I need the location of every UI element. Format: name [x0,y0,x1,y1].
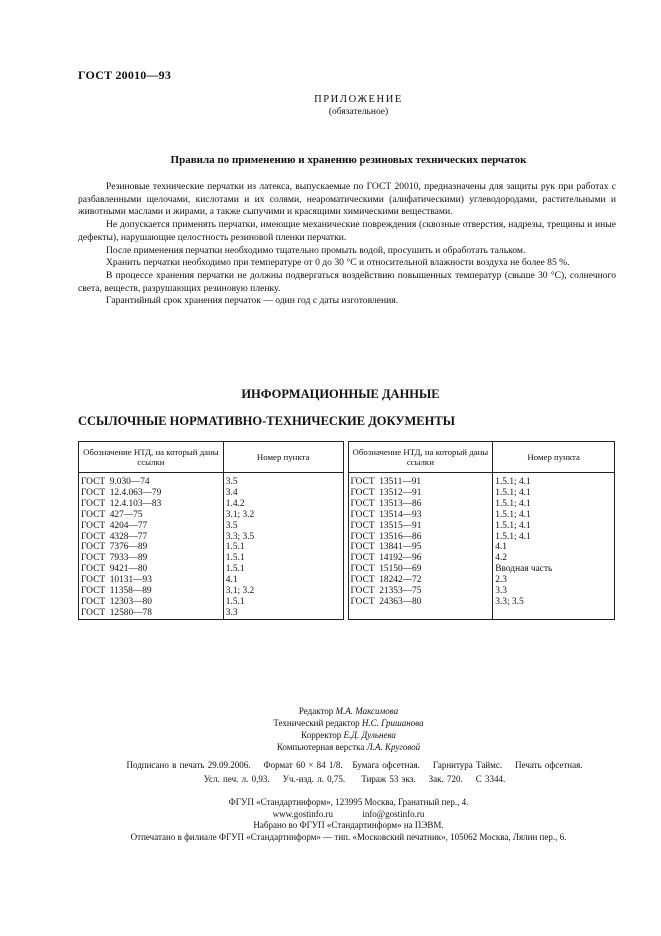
paragraph: Не допускается применять перчатки, имеющие механические повреждения (сквозные отверстия, надрезы, трещины и иные дефекты), нарушающие целостность резиновой пленки перчатки. [78,219,616,243]
typeset-note: Набрано во ФГУП «Стандартинформ» на ПЭВМ. [253,820,444,831]
credit-layout: Компьютерная верстка Л.А. Круговой [276,742,421,752]
header-doc-left: Обозначение НТД, на который даны ссылки [79,442,224,473]
right-doc-cell: ГОСТ 14192—96 [348,553,493,564]
table-row [79,488,615,499]
table-row [79,553,615,564]
left-item-cell: 1.5.1 [223,597,343,608]
right-doc-cell: ГОСТ 13841—95 [348,542,493,553]
paragraph: Хранить перчатки необходимо при температуре от 0 до 30 °С и относительной влажности воздуха не более 85 %. [106,257,570,269]
left-doc-cell: ГОСТ 7933—89 [79,553,224,564]
table-row [79,521,615,532]
left-item-cell: 3.5 [223,521,343,532]
right-doc-cell: ГОСТ 21353—75 [348,586,493,597]
left-doc-cell: ГОСТ 427—75 [79,510,224,521]
right-doc-cell: ГОСТ 24363—80 [348,597,493,608]
left-doc-cell: ГОСТ 9.030—74 [79,473,224,488]
left-item-cell: 3.3 [223,608,343,619]
table-row [79,564,615,575]
header-doc-right: Обозначение НТД, на который даны ссылки [348,442,493,473]
table-row [79,473,615,488]
left-item-cell: 3.4 [223,488,343,499]
header-item-right: Номер пункта [493,442,615,473]
print-info-line-2: Усл. печ. л. 0,93. Уч.-изд. л. 0,75. Тираж 53 экз. Зак. 720. С 3344. [203,774,506,784]
info-title: ИНФОРМАЦИОННЫЕ ДАННЫЕ [241,387,440,401]
printed-note: Отпечатано в филиале ФГУП «Стандартинформ» — тип. «Московский печатник», 105062 Москва, Лялин пер., 6. [130,831,567,842]
right-item-cell: 4.1 [493,542,615,553]
left-item-cell: 1.5.1 [223,553,343,564]
credit-editor: Редактор М.А. Максимова [298,706,399,716]
publisher-web-link[interactable]: www.gostinfo.ru [272,808,334,819]
credits [0,705,661,753]
paragraph: В процессе хранения перчатки не должны подвергаться воздействию повышенных температур (свыше 30 °С), солнечного света, веществ, разрушающих резиновую пленку. [78,269,616,294]
references-table [78,441,615,620]
right-doc-cell: ГОСТ 13511—91 [348,473,493,488]
credit-corrector: Корректор Е.Д. Дульнева [301,730,396,740]
right-doc-cell: ГОСТ 13514—93 [348,510,493,521]
right-doc-cell: ГОСТ 13516—86 [348,532,493,543]
table-row [79,499,615,510]
left-doc-cell: ГОСТ 9421—80 [79,564,224,575]
left-item-cell: 1.5.1 [223,542,343,553]
rules-title: Правила по применению и хранению резиновых технических перчаток [170,154,527,166]
table-row [79,608,615,619]
right-doc-cell: ГОСТ 18242—72 [348,575,493,586]
right-item-cell: 3.3 [493,586,615,597]
right-item-cell: 4.2 [493,553,615,564]
left-item-cell: 3.1; 3.2 [223,586,343,597]
left-doc-cell: ГОСТ 12580—78 [79,608,224,619]
left-doc-cell: ГОСТ 7376—89 [79,542,224,553]
left-item-cell: 3.1; 3.2 [223,510,343,521]
right-doc-cell: ГОСТ 15150—69 [348,564,493,575]
right-doc-cell: ГОСТ 13512—91 [348,488,493,499]
table-header-row [79,442,615,473]
left-doc-cell: ГОСТ 11358—89 [79,586,224,597]
right-doc-cell: ГОСТ 13513—86 [348,499,493,510]
paragraph: Резиновые технические перчатки из латекса, выпускаемые по ГОСТ 20010, предназначены для защиты рук при работах с разбавленными щелочами, кислотами и их солями, неароматическими (алифатическими) углеводородами, растительными и животными маслами и жирами, а также сыпучими и красящими химическими веществами. [78,181,616,218]
document-code: ГОСТ 20010—93 [78,68,172,82]
left-doc-cell: ГОСТ 4204—77 [79,521,224,532]
table-row [79,542,615,553]
refs-title: ССЫЛОЧНЫЕ НОРМАТИВНО-ТЕХНИЧЕСКИЕ ДОКУМЕНТЫ [78,414,455,428]
left-doc-cell: ГОСТ 12303—80 [79,597,224,608]
right-item-cell [493,608,615,619]
left-doc-cell: ГОСТ 10131—93 [79,575,224,586]
paragraph: После применения перчатки необходимо тщательно промыть водой, просушить и обработать тальком. [106,244,526,256]
right-doc-cell [348,608,493,619]
left-doc-cell: ГОСТ 12.4.103—83 [79,499,224,510]
appendix-subtitle: (обязательное) [328,107,389,117]
credit-tech-editor: Технический редактор Н.С. Гришанова [273,718,424,728]
appendix-title: ПРИЛОЖЕНИЕ [314,94,403,105]
table-row [79,597,615,608]
right-item-cell: 1.5.1; 4.1 [493,488,615,499]
table-row [79,575,615,586]
table-body [79,473,615,620]
paragraph: Гарантийный срок хранения перчаток — один год с даты изготовления. [106,295,399,307]
right-item-cell: 2.3 [493,575,615,586]
publisher-contacts [36,809,661,821]
left-item-cell: 3.3; 3.5 [223,532,343,543]
rules-body [78,181,616,308]
table-row [79,510,615,521]
left-item-cell: 4.1 [223,575,343,586]
left-doc-cell: ГОСТ 12.4.063—79 [79,488,224,499]
publisher-info [0,797,661,843]
publisher-email-link[interactable]: info@gostinfo.ru [362,808,425,819]
table-row [79,586,615,597]
header-item-left: Номер пункта [223,442,343,473]
right-item-cell: Вводная часть [493,564,615,575]
right-item-cell: 1.5.1; 4.1 [493,521,615,532]
right-item-cell: 1.5.1; 4.1 [493,499,615,510]
publisher-address: ФГУП «Стандартинформ», 123995 Москва, Гранатный пер., 4. [228,797,469,807]
right-item-cell: 1.5.1; 4.1 [493,473,615,488]
left-doc-cell: ГОСТ 4328—77 [79,532,224,543]
left-item-cell: 1.5.1 [223,564,343,575]
right-doc-cell: ГОСТ 13515—91 [348,521,493,532]
right-item-cell: 1.5.1; 4.1 [493,510,615,521]
table-row [79,532,615,543]
left-item-cell: 3.5 [223,473,343,488]
right-item-cell: 3.3; 3.5 [493,597,615,608]
left-item-cell: 1.4.2 [223,499,343,510]
print-info-line-1: Подписано в печать 29.09.2006. Формат 60 × 84 1/8. Бумага офсетная. Гарнитура Таймс. Печать офсетная. [126,760,583,770]
right-item-cell: 1.5.1; 4.1 [493,532,615,543]
